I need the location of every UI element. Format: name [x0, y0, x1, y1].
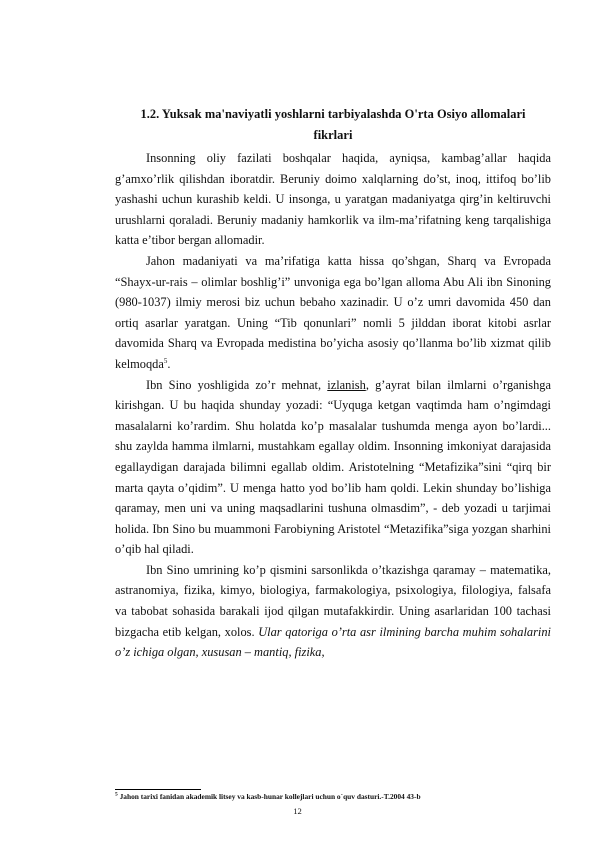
paragraph-2-end: .	[167, 356, 171, 371]
paragraph-4-start: Ibn Sino umrining ko’p qismini sarsonlikda o’tkazishga qaramay – matematika, astranomiya, fizika, kimyo, biologiya, farmakologiya, psixologiya, filologiya, falsafa va tabobat sohasida barakali ijod qilgan mutafakkirdir. Uning asarlaridan 100 tachasi bizgacha etib kelgan, xolos.	[115, 562, 551, 639]
footnote-divider	[115, 789, 201, 790]
footnote-reference[interactable]: 5	[163, 356, 168, 365]
paragraph-3	[115, 375, 551, 560]
paragraph-3-rest: , g’ayrat bilan ilmlarni o’rganishga kirishgan. U bu haqida shunday yozadi: “Uyquga ketgan vaqtimda ham o’ngimdagi masalalarni ko’rardim. Shu holatda ko’p masalalar tushumda menga ayon bo’lardi... shu zaylda hamma ilmlarni, mustahkam egallay oldim. Insonning imkoniyat darajasida egallaydigan darajada bilimni egallab oldim. Aristotelning “Metafizika”sini “qirq bir marta qayta o’qidim”. U menga hatto yod bo’lib ham qoldi. Lekin shunday bo’lishiga qaramay, men uni va uning maqsadlarini tushuna olmasdim”, - deb yozadi u tarjimai holida. Ibn Sino bu muammoni Farobiyning Aristotel “Metazifika”siga yozgan sharhini o’qib hal qiladi.	[115, 377, 551, 557]
paragraph-2	[115, 251, 551, 375]
footnote-text: Jahon tarixi fanidan akademik litsey va kasb-hunar kollejlari uchun o`quv dasturi.-T.2004 43-b	[117, 792, 421, 801]
paragraph-1	[115, 148, 551, 251]
section-heading-line-1: 1.2. Yuksak ma'naviyatli yoshlarni tarbiyalashda O'rta Osiyo allomalari	[140, 107, 526, 121]
section-heading-line-2: fikrlari	[313, 128, 353, 142]
paragraph-3-start: Ibn Sino yoshligida zo’r mehnat,	[145, 377, 328, 392]
footnote-number: 5	[115, 791, 118, 798]
paragraph-2-text: Jahon madaniyati va ma’rifatiga katta hissa qo’shgan, Sharq va Evropada “Shayx-ur-rais – olimlar boshlig’i” unvoniga ega bo’lgan alloma Abu Ali ibn Sinoning (980-1037) ilmiy merosi biz uchun bebaho xazinadir. U o’z umri davomida 450 dan ortiq asarlar yaratgan. Uning “Tib qonunlari” nomli 5 jilddan iborat kitobi asrlar davomida Sharq va Evropada medistina bo’yicha asosiy qo’llanma bo’lib xizmat qilib kelmoqda	[115, 253, 551, 371]
paragraph-4-italic: Ular qatoriga o’rta asr ilmining barcha muhim sohalarini o’z ichiga olgan, xususan – mantiq, fizika,	[115, 624, 551, 660]
section-heading	[115, 104, 551, 146]
footnote	[115, 792, 555, 801]
body-text	[115, 148, 551, 663]
paragraph-1-text: Insonning oliy fazilati boshqalar haqida, ayniqsa, kambag’allar haqida g’amxo’rlik qilishdan iboratdir. Beruniy doimo xalqlarning do’st, inoq, ittifoq bo’lib yashashi uchun kurashib keldi. U insonga, u yaratgan madaniyatga qirg’in keltiruvchi urushlarni qoraladi. Beruniy madaniy hamkorlik va ilm-ma’rifatning keng tarqalishiga katta e’tibor bergan allomadir.	[115, 151, 551, 248]
page-number: 12	[293, 806, 302, 816]
izlanish-link[interactable]: izlanish	[327, 377, 366, 392]
paragraph-4	[115, 560, 551, 663]
